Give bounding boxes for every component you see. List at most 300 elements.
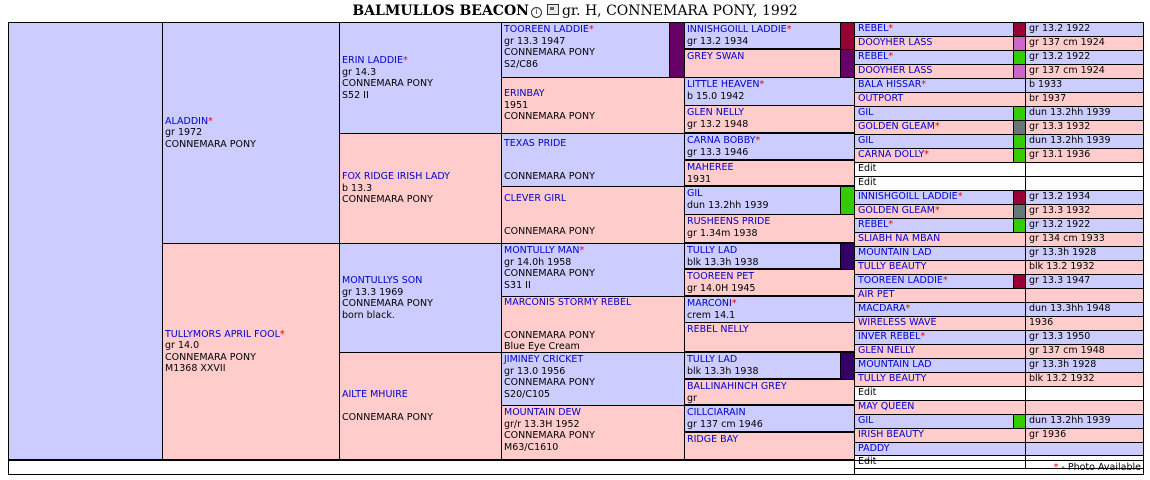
horse-name-link[interactable]: REBEL [858,219,889,230]
color-swatch [840,352,855,380]
horse-info [342,389,499,424]
horse-name-line [687,324,852,336]
horse-name-link[interactable]: GOLDEN GLEAM [858,205,935,216]
horse-line1 [687,336,852,348]
horse-line1: gr 13.3 1969 [342,286,404,298]
horse-line1: 1951 [504,99,529,111]
horse-name-link[interactable]: DOOYHER LASS [858,65,933,76]
horse-line3: M1368 XXVII [165,363,226,374]
horse-name-link[interactable]: MARCONIS STORMY REBEL [504,296,632,308]
spacer [504,204,682,214]
horse-g5-22 [854,330,1026,345]
horse-info [165,329,337,375]
edit-link[interactable]: Edit [858,177,877,188]
horse-line1: gr 13.0 1956 [504,365,566,377]
horse-name-link[interactable]: MARCONI [687,298,732,309]
photo-star: * [588,24,594,35]
photo-star: * [957,191,963,202]
photo-star: * [888,219,894,230]
horse-name-line [504,354,682,366]
horse-g5-details [1025,64,1144,79]
horse-details: gr 134 cm 1933 [1029,233,1105,244]
horse-g4-3 [684,105,855,133]
horse-info [687,51,852,74]
horse-g5-12 [854,190,1026,205]
horse-name-line [342,171,499,183]
title-horse-name: BALMULLOS BEACON [352,3,529,19]
horse-line3: S31 II [504,279,531,291]
horse-g5-5 [854,92,1026,107]
photo-star: * [921,79,927,90]
horse-g5-details [1025,22,1144,37]
horse-name-link[interactable]: CARNA DOLLY [858,149,925,160]
horse-line3: S2/C86 [504,58,538,70]
photo-star: * [786,24,792,35]
horse-line1: gr 14.3 [342,66,377,78]
horse-name-link[interactable]: BALA HISSAR [858,79,922,90]
horse-details: gr 137 cm 1924 [1029,37,1105,48]
horse-g5-28 [854,414,1026,429]
horse-line2: CONNEMARA PONY [165,351,256,363]
color-swatch [1013,22,1026,37]
horse-name-link[interactable]: ALADDIN [165,115,209,127]
horse-g4-6 [684,186,855,215]
horse-name-link[interactable]: RUSHEENS PRIDE [687,216,771,227]
horse-name-link[interactable]: SLIABH NA MBAN [858,233,941,244]
spacer [504,149,682,159]
horse-g5-27 [854,400,1026,415]
horse-name-link[interactable]: MONTULLY MAN [504,245,580,256]
horse-line1 [504,159,682,171]
horse-name-link[interactable]: MAY QUEEN [858,401,915,412]
photo-star: * [208,115,213,127]
footer-spacer [8,461,855,475]
horse-info [504,245,682,291]
horse-details: gr 13.3h 1928 [1029,359,1097,370]
horse-line2: CONNEMARA PONY [504,329,595,341]
horse-name-link[interactable]: TEXAS PRIDE [504,137,567,149]
horse-name-link[interactable]: REBEL [858,51,889,62]
horse-details: br 1937 [1029,93,1067,104]
horse-name-link[interactable]: MACDARA [858,303,906,314]
horse-line1: gr [687,392,697,404]
horse-name-line [342,275,499,287]
horse-line2: CONNEMARA PONY [504,268,595,279]
horse-name-link[interactable]: GLEN NELLY [858,345,916,356]
horse-name-link[interactable]: TULLYMORS APRIL FOOL [165,328,280,340]
horse-g5-15 [854,232,1026,247]
photo-star: * [888,51,894,62]
photo-star: * [942,275,948,286]
horse-name-link[interactable]: TULLY LAD [687,245,738,256]
horse-g4-15 [684,432,855,460]
horse-g5-details [1025,232,1144,247]
horse-name-line [165,329,337,341]
horse-details: gr 13.3 1932 [1029,205,1091,216]
horse-line1: gr 14.0H 1945 [687,282,756,294]
horse-name-line [687,188,852,200]
edit-link[interactable]: Edit [858,163,877,174]
horse-name-line [342,55,499,67]
horse-g5-details [1025,414,1144,429]
horse-info [687,271,852,294]
horse-g5-details [1025,260,1144,275]
horse-name-line [687,407,852,419]
horse-details: gr 13.1 1936 [1029,149,1091,160]
horse-name-link[interactable]: AIR PET [858,289,895,300]
horse-g5-10 [854,162,1026,177]
horse-g5-details [1025,218,1144,233]
horse-line2: CONNEMARA PONY [165,138,256,150]
horse-details: gr 13.3 1950 [1029,331,1091,342]
footer-row [8,460,1144,475]
horse-g5-6 [854,106,1026,121]
horse-name-link[interactable]: LITTLE HEAVEN [687,79,760,90]
horse-info [687,24,852,47]
horse-g5-details [1025,36,1144,51]
horse-g3-5 [501,296,685,353]
horse-g5-0 [854,22,1026,37]
horse-line1: gr 13.3 1946 [687,146,749,158]
horse-g2-2 [339,243,502,353]
horse-line1: crem 14.1 [687,309,736,321]
horse-name-link[interactable]: GOLDEN GLEAM [858,121,935,132]
horse-line3: M63/C1610 [504,441,559,453]
horse-name-link[interactable]: MOUNTAIN LAD [858,359,932,370]
horse-info [687,188,852,211]
photo-icon[interactable] [547,4,559,15]
horse-g1-1 [162,243,340,460]
horse-g5-16 [854,246,1026,261]
horse-name-link[interactable]: TULLY BEAUTY [858,261,927,272]
photo-star: * [402,55,408,66]
horse-line2: CONNEMARA PONY [504,47,595,58]
horse-line2: CONNEMARA PONY [504,377,595,388]
color-swatch [1013,134,1026,149]
horse-name-link[interactable]: CARNA BOBBY [687,135,756,146]
photo-star: * [888,23,894,34]
horse-name-link[interactable]: MOUNTAIN LAD [858,247,932,258]
horse-g4-14 [684,405,855,432]
horse-name-line [687,216,852,228]
horse-line2: CONNEMARA PONY [342,78,433,89]
horse-line3: Blue Eye Cream [504,341,580,352]
color-swatch [1013,106,1026,121]
horse-name-link[interactable]: BALLINAHINCH GREY [687,381,787,392]
edit-link[interactable]: Edit [858,456,877,467]
horse-info [687,354,852,377]
horse-line3: S20/C105 [504,388,551,400]
horse-g5-details [1025,162,1144,177]
horse-name-line [687,354,852,366]
photo-star: * [934,121,940,132]
horse-info [687,107,852,130]
photo-star: * [924,149,930,160]
horse-g5-details [1025,134,1144,149]
horse-line1: b 13.3 [342,182,373,194]
horse-line1: gr/r 13.3H 1952 [504,418,580,430]
horse-name-line [504,193,682,205]
horse-line1: gr 14.0h 1958 [504,256,572,268]
horse-g2-3 [339,352,502,460]
horse-g5-21 [854,316,1026,331]
photo-star: * [759,79,765,90]
horse-g4-7 [684,214,855,243]
color-swatch [1013,50,1026,65]
horse-g5-8 [854,134,1026,149]
color-swatch [1013,120,1026,135]
horse-g4-11 [684,322,855,352]
horse-g5-details [1025,400,1144,415]
horse-line1: gr 137 cm 1946 [687,418,763,430]
horse-info [342,275,499,321]
horse-line1: gr 13.2 1948 [687,118,749,130]
horse-g5-details [1025,442,1144,456]
horse-g3-4 [501,243,685,297]
horse-g3-3 [501,186,685,244]
horse-name-line [687,381,852,393]
horse-name-link[interactable]: TOOREEN LADDIE [858,275,943,286]
horse-g4-2 [684,77,855,106]
horse-g5-details [1025,288,1144,303]
horse-g5-7 [854,120,1026,135]
horse-name-link[interactable]: GIL [687,188,703,199]
horse-name-line [687,298,852,310]
horse-name-link[interactable]: REBEL NELLY [687,324,749,335]
horse-info [687,79,852,102]
horse-line1 [342,400,499,412]
horse-name-link[interactable]: TOOREEN PET [687,271,755,282]
horse-name-link[interactable]: RIDGE BAY [687,434,739,445]
horse-details: blk 13.2 1932 [1029,261,1095,272]
horse-name-link[interactable]: OUTPORT [858,93,904,104]
horse-g5-30 [854,442,1026,456]
horse-details: dun 13.2hh 1939 [1029,107,1111,118]
horse-g5-4 [854,78,1026,93]
horse-g5-details [1025,148,1144,163]
horse-name-link[interactable]: MOUNTAIN DEW [504,407,581,418]
horse-line1: gr 1.34m 1938 [687,227,758,239]
horse-g2-0 [339,22,502,134]
horse-info [687,245,852,268]
photo-star: * [279,328,285,340]
horse-name-link[interactable]: ERINBAY [504,88,545,100]
horse-details: dun 13.3hh 1948 [1029,303,1111,314]
horse-name-line [687,79,852,91]
horse-g1-0 [162,22,340,244]
horse-g5-details [1025,358,1144,373]
page-title [0,2,1150,20]
horse-info [504,138,682,183]
horse-name-link[interactable]: ERIN LADDIE [342,55,403,66]
horse-g5-details [1025,274,1144,289]
horse-g4-4 [684,133,855,160]
horse-g5-details [1025,120,1144,135]
horse-name-line [687,271,852,283]
horse-g4-10 [684,296,855,323]
horse-info [504,88,682,123]
horse-line1: gr 13.3 1947 [504,35,566,47]
color-swatch [1013,204,1026,219]
horse-info [342,171,499,206]
horse-name-link[interactable]: TULLY LAD [687,354,738,365]
horse-details: gr 13.2 1922 [1029,219,1091,230]
horse-name-link[interactable]: TOOREEN LADDIE [504,24,589,35]
horse-name-link[interactable]: MAHEREE [687,162,734,173]
horse-name-link[interactable]: GLEN NELLY [687,107,745,118]
horse-g5-3 [854,64,1026,79]
horse-g5-14 [854,218,1026,233]
horse-details: blk 13.2 1932 [1029,373,1095,384]
horse-line1: blk 13.3h 1938 [687,256,759,268]
horse-g5-13 [854,204,1026,219]
horse-g5-2 [854,50,1026,65]
horse-details: gr 137 cm 1924 [1029,65,1105,76]
horse-g5-29 [854,428,1026,443]
color-swatch [669,22,685,78]
horse-name-link[interactable]: IRISH BEAUTY [858,429,924,440]
horse-g5-details [1025,372,1144,387]
horse-name-link[interactable]: JIMINEY CRICKET [504,354,584,365]
horse-g5-details [1025,204,1144,219]
photo-star: * [905,303,911,314]
photo-star: * [920,331,926,342]
horse-line3: born black. [342,309,395,321]
horse-info [687,324,852,347]
horse-g5-details [1025,302,1144,317]
horse-g4-12 [684,352,855,379]
horse-details: 1936 [1029,317,1054,328]
horse-info [687,407,852,430]
photo-available-label: - Photo Available [1061,462,1141,473]
info-icon[interactable]: i [531,7,542,18]
horse-g5-1 [854,36,1026,51]
horse-line2: CONNEMARA PONY [342,411,433,423]
horse-g5-details [1025,330,1144,345]
horse-g5-24 [854,358,1026,373]
horse-line1 [504,214,682,226]
horse-name-line [687,434,852,446]
horse-line1: blk 13.3h 1938 [687,365,759,377]
horse-g5-11 [854,176,1026,191]
horse-g3-6 [501,352,685,406]
horse-details: dun 13.2hh 1939 [1029,415,1111,426]
horse-name-link[interactable]: INNISHGOILL LADDIE [687,24,787,35]
horse-g5-details [1025,386,1144,401]
horse-details: gr 1936 [1029,429,1067,440]
color-swatch [840,22,855,50]
horse-info [687,162,852,185]
horse-g5-26 [854,386,1026,401]
horse-g5-details [1025,50,1144,65]
horse-g5-18 [854,274,1026,289]
horse-name-line [687,24,852,36]
horse-name-line [504,88,682,100]
horse-info [687,298,852,321]
horse-details: gr 13.2 1922 [1029,51,1091,62]
color-swatch [1013,190,1026,205]
horse-details: b 1933 [1029,79,1063,90]
horse-g2-1 [339,133,502,244]
horse-name-link[interactable]: CLEVER GIRL [504,192,567,204]
horse-name-line [504,245,682,257]
horse-g5-25 [854,372,1026,387]
photo-star: * [934,205,940,216]
horse-g5-details [1025,92,1144,107]
horse-name-line [342,389,499,401]
title-details: gr. H, CONNEMARA PONY, 1992 [561,3,798,19]
horse-name-link[interactable]: MONTULLYS SON [342,275,423,286]
horse-details: dun 13.2hh 1939 [1029,135,1111,146]
photo-star: * [1053,462,1059,473]
horse-line2: CONNEMARA PONY [342,194,433,206]
horse-details: gr 137 cm 1948 [1029,345,1105,356]
color-swatch [1013,218,1026,233]
horse-g5-17 [854,260,1026,275]
horse-name-line [504,297,682,309]
horse-name-link[interactable]: CILLCIARAIN [687,407,746,418]
horse-line2: CONNEMARA PONY [504,430,595,441]
horse-g4-0 [684,22,855,49]
horse-name-line [504,138,682,150]
photo-star: * [755,135,761,146]
color-swatch [1013,64,1026,79]
horse-name-line [687,245,852,257]
horse-info [504,24,682,70]
horse-name-link[interactable]: WIRELESS WAVE [858,317,937,328]
horse-g5-details [1025,78,1144,93]
horse-line1: 1931 [687,173,712,185]
color-swatch [1013,148,1026,163]
color-swatch [840,49,855,78]
horse-info [687,216,852,239]
horse-name-link[interactable]: DOOYHER LASS [858,37,933,48]
horse-name-link[interactable]: GIL [858,135,874,146]
horse-name-link[interactable]: GREY SWAN [687,51,745,62]
horse-line2: CONNEMARA PONY [504,225,595,237]
horse-g3-2 [501,133,685,187]
horse-line2: CONNEMARA PONY [504,111,595,123]
horse-g4-1 [684,49,855,78]
color-swatch [1013,36,1026,51]
horse-details: gr 13.3 1947 [1029,275,1091,286]
horse-name-link[interactable]: GIL [858,107,874,118]
horse-line1: dun 13.2hh 1939 [687,199,769,211]
horse-name-link[interactable]: AILTE MHUIRE [342,388,408,400]
horse-name-line [504,24,682,36]
color-swatch [1013,414,1026,429]
horse-name-link[interactable]: REBEL [858,23,889,34]
horse-name-link[interactable]: GIL [858,415,874,426]
horse-details: gr 13.3h 1928 [1029,247,1097,258]
color-swatch [840,243,855,270]
horse-details: gr 13.2 1934 [1029,191,1091,202]
horse-name-link[interactable]: INVER REBEL [858,331,921,342]
horse-name-link[interactable]: TULLY BEAUTY [858,373,927,384]
edit-link[interactable]: Edit [858,387,877,398]
horse-line1: gr 13.2 1934 [687,35,749,47]
horse-name-link[interactable]: PADDY [858,443,890,454]
horse-info [504,407,682,453]
horse-name-link[interactable]: INNISHGOILL LADDIE [858,191,958,202]
photo-star: * [731,298,737,309]
horse-line2: CONNEMARA PONY [504,170,595,182]
horse-g5-19 [854,288,1026,303]
horse-name-link[interactable]: FOX RIDGE IRISH LADY [342,171,450,183]
horse-info [687,135,852,158]
color-swatch [1013,274,1026,289]
horse-line2: CONNEMARA PONY [342,298,433,309]
